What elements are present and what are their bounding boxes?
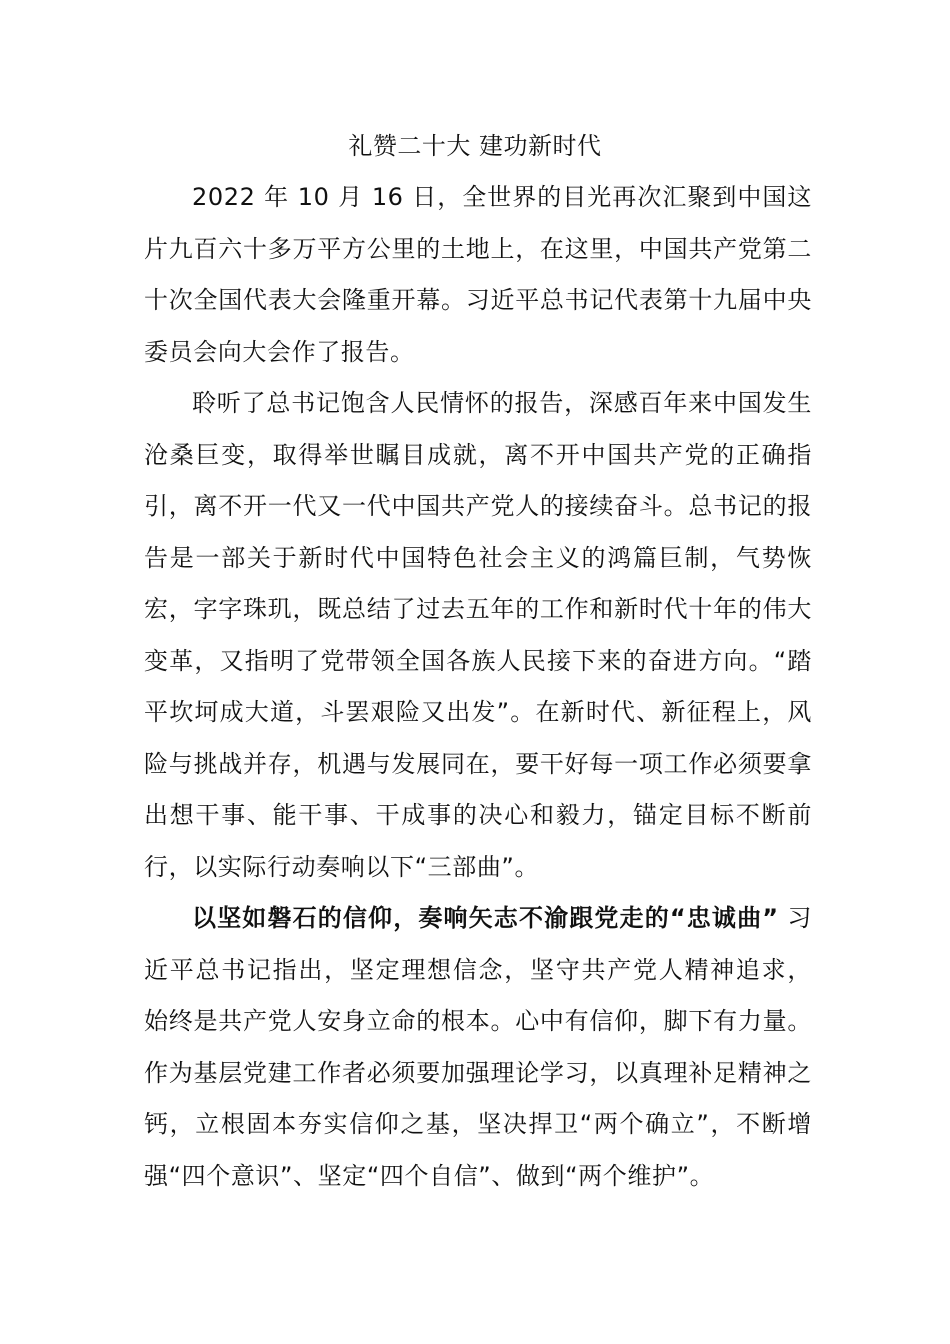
paragraph-1-text: 2022 年 10 月 16 日，全世界的目光再次汇聚到中国这片九百六十多万平方公里的土地上，在这里，中国共产党第二十次全国代表大会隆重开幕。习近平总书记代表第十九届中央委员会向大会作了报告。 [144, 183, 812, 366]
paragraph-2-text: 聆听了总书记饱含人民情怀的报告，深感百年来中国发生沧桑巨变，取得举世瞩目成就，离不开中国共产党的正确指引，离不开一代又一代中国共产党人的接续奋斗。总书记的报告是一部关于新时代中国特色社会主义的鸿篇巨制，气势恢宏，字字珠玑，既总结了过去五年的工作和新时代十年的伟大变革，又指明了党带领全国各族人民接下来的奋进方向。“踏平坎坷成大道，斗罢艰险又出发”。在新时代、新征程上，风险与挑战并存，机遇与发展同在，要干好每一项工作必须要拿出想干事、能干事、干成事的决心和毅力，锚定目标不断前行，以实际行动奏响以下“三部曲”。 [144, 389, 812, 881]
document-body [144, 172, 812, 1202]
document-title: 礼赞二十大 建功新时代 [348, 132, 602, 160]
paragraph-3-heading: 以坚如磐石的信仰，奏响矢志不渝跟党走的“忠诚曲” [192, 904, 779, 932]
paragraph-3 [144, 893, 812, 1202]
paragraph-1 [144, 172, 812, 378]
paragraph-2 [144, 378, 812, 893]
paragraph-3-text: 习近平总书记指出，坚定理想信念，坚守共产党人精神追求， 始终是共产党人安身立命的根本。心中有信仰，脚下有力量。作为基层党建工作者必须要加强理论学习，以真理补足精神之钙，立根固本夯实信仰之基，坚决捍卫“两个确立”，不断增强“四个意识”、坚定“四个自信”、做到“两个维护”。 [144, 904, 812, 1190]
